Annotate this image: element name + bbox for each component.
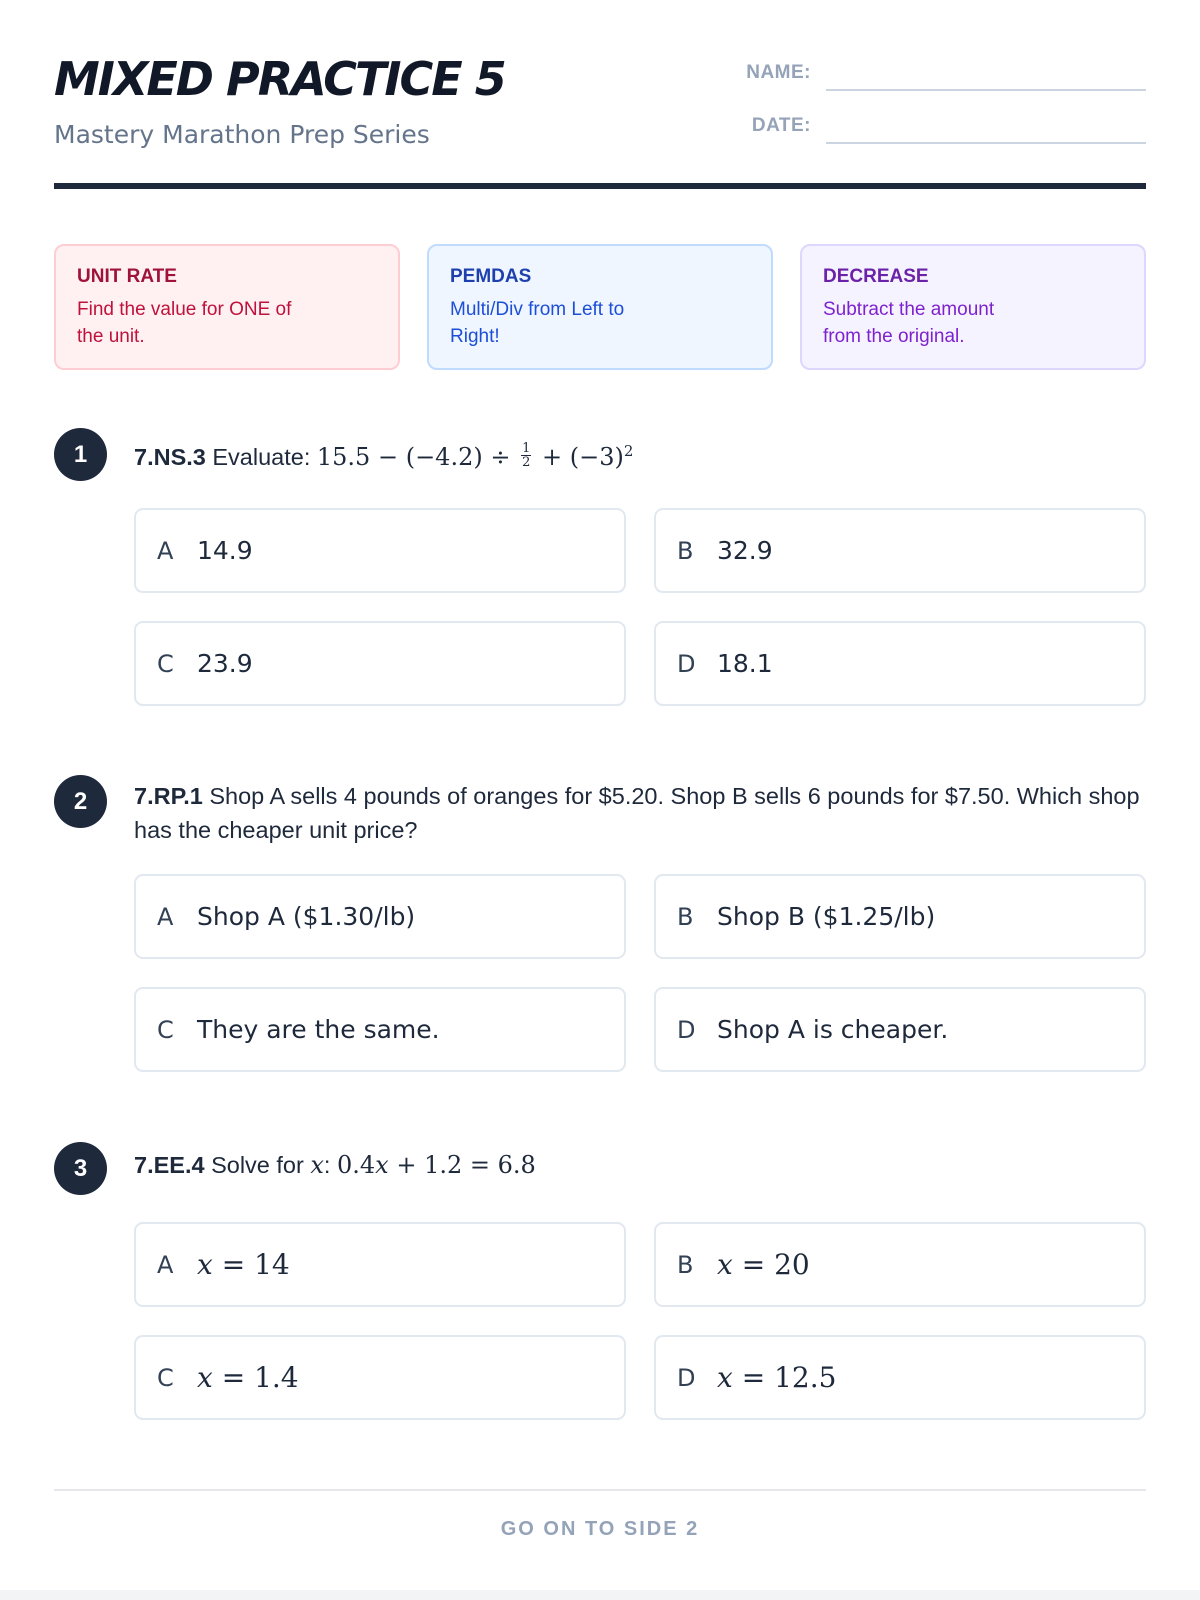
equation: 0.4x + 1.2 = 6.8 bbox=[336, 1151, 536, 1179]
question-prompt bbox=[134, 434, 1146, 474]
tip-body: Subtract the amount from the original. bbox=[823, 299, 995, 347]
choice-a[interactable]: A x = 14 bbox=[134, 1222, 626, 1307]
question-number-badge: 2 bbox=[54, 775, 107, 828]
date-line[interactable] bbox=[826, 142, 1146, 144]
choice-b[interactable]: B x = 20 bbox=[654, 1222, 1146, 1307]
standard-code: 7.EE.4 bbox=[134, 1152, 205, 1178]
answer-choices bbox=[134, 508, 1146, 706]
tip-title: PEMDAS bbox=[450, 266, 532, 287]
tip-body: Multi/Div from Left to Right! bbox=[450, 299, 625, 347]
name-line[interactable] bbox=[826, 89, 1146, 91]
choice-b[interactable]: B 32.9 bbox=[654, 508, 1146, 593]
choice-d[interactable]: D x = 12.5 bbox=[654, 1335, 1146, 1420]
choice-a[interactable]: A Shop A ($1.30/lb) bbox=[134, 874, 626, 959]
tip-body: Find the value for ONE of the unit. bbox=[77, 299, 292, 347]
tip-pemdas bbox=[427, 244, 773, 370]
name-field[interactable] bbox=[746, 60, 1146, 90]
choice-c[interactable]: C 23.9 bbox=[134, 621, 626, 706]
question-prompt: 7.EE.4 Solve for x: 0.4x + 1.2 = 6.8 bbox=[134, 1151, 536, 1179]
page-title: MIXED PRACTICE 5 bbox=[54, 52, 505, 106]
question-prompt bbox=[134, 779, 1146, 847]
prompt-text: Evaluate: bbox=[212, 444, 311, 470]
date-field[interactable] bbox=[746, 113, 1146, 143]
question-number-badge: 3 bbox=[54, 1142, 107, 1195]
answer-choices bbox=[134, 1222, 1146, 1420]
choice-d[interactable]: D Shop A is cheaper. bbox=[654, 987, 1146, 1072]
tip-boxes bbox=[54, 244, 1146, 370]
worksheet-header bbox=[54, 0, 1146, 190]
choice-c[interactable]: C x = 1.4 bbox=[134, 1335, 626, 1420]
expression: 15.5 − (−4.2) ÷ $\frac{1}{2}$ + $(-3)^2$ bbox=[316, 441, 634, 471]
prompt-text: Shop A sells 4 pounds of oranges for $5.20. Shop B sells 6 pounds for $7.50. Which shop has the cheaper unit price? bbox=[134, 783, 1140, 843]
standard-code: 7.NS.3 bbox=[134, 444, 206, 470]
choice-a[interactable]: A 14.9 bbox=[134, 508, 626, 593]
tip-title: UNIT RATE bbox=[77, 266, 177, 287]
page-subtitle: Mastery Marathon Prep Series bbox=[54, 120, 430, 149]
name-label: NAME: bbox=[746, 62, 811, 83]
fraction: $\frac{1}{2}$ bbox=[522, 441, 531, 470]
standard-code: 7.RP.1 bbox=[134, 783, 203, 809]
choice-b[interactable]: B Shop B ($1.25/lb) bbox=[654, 874, 1146, 959]
prompt-text: Solve for bbox=[211, 1152, 304, 1178]
tip-decrease bbox=[800, 244, 1146, 370]
variable: x bbox=[310, 1151, 324, 1179]
question-number-badge: 1 bbox=[54, 428, 107, 481]
tip-title: DECREASE bbox=[823, 266, 929, 287]
footer-instruction: GO ON TO SIDE 2 bbox=[500, 1518, 700, 1540]
choice-d[interactable]: D 18.1 bbox=[654, 621, 1146, 706]
tip-unit-rate bbox=[54, 244, 400, 370]
footer-divider bbox=[54, 1489, 1146, 1491]
header-divider bbox=[54, 183, 1146, 189]
choice-c[interactable]: C They are the same. bbox=[134, 987, 626, 1072]
date-label: DATE: bbox=[751, 115, 811, 136]
answer-choices bbox=[134, 874, 1146, 1072]
